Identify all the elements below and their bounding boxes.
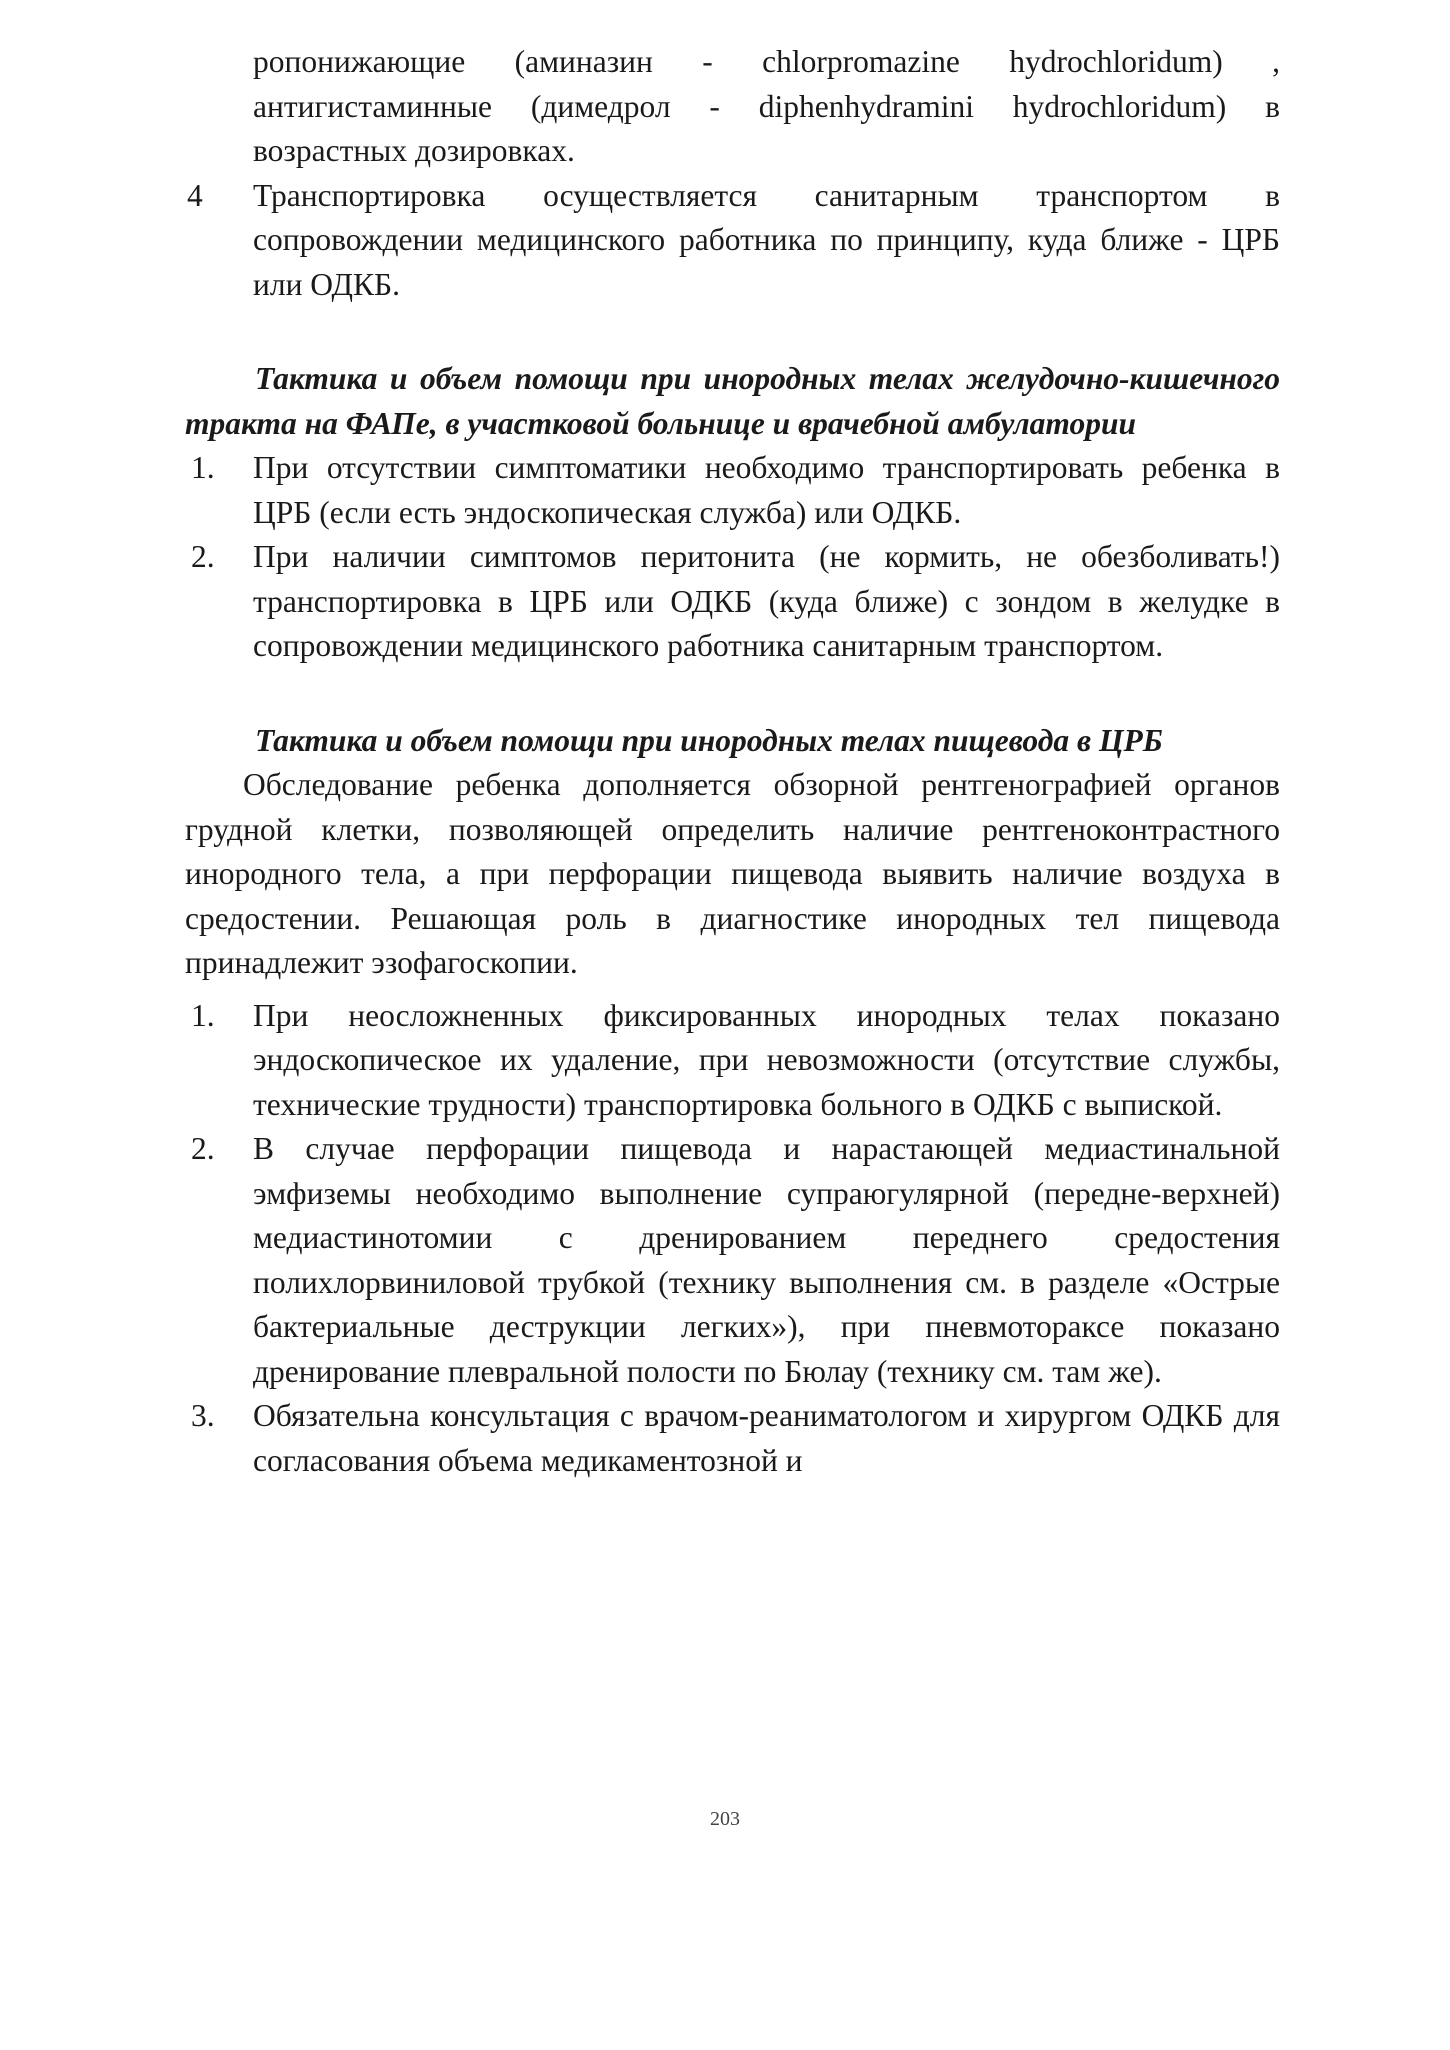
list-item-number: 3. — [191, 1398, 215, 1433]
section-heading-esophagus: Тактика и объем помощи при инородных телах пищевода в ЦРБ — [255, 722, 1163, 758]
list-item-number: 4 — [187, 177, 203, 213]
list-item — [185, 1394, 1280, 1483]
list-item-number: 1. — [191, 450, 215, 485]
list-item-text: Транспортировка осуществляется санитарным транспортом в сопровождении медицинского работника по принципу, куда ближе - ЦРБ или ОДКБ. — [253, 177, 1280, 302]
list-item — [185, 446, 1280, 535]
list-item-text: При отсутствии симптоматики необходимо транспортировать ребенка в ЦРБ (если есть эндоскопическая служба) или ОДКБ. — [253, 450, 1280, 530]
body-paragraph: Обследование ребенка дополняется обзорной рентгенографией органов грудной клетки, позволяющей определить наличие рентгеноконтрастного инородного тела, а при перфорации пищевода выявить наличие воздуха в средостении. Решающая роль в диагностике инородных тел пищевода принадлежит эзофагоскопии. — [185, 767, 1280, 980]
page-body — [185, 40, 1280, 1483]
page-number: 203 — [710, 1808, 740, 1830]
list-item-text: В случае перфорации пищевода и нарастающей медиастинальной эмфиземы необходимо выполнение супраюгулярной (передне-верхней) медиастинотомии с дренированием переднего средостения полихлорвиниловой трубкой (технику выполнения см. в разделе «Острые бактериальные деструкции легких»), при пневмотораксе показано дренирование плевральной полости по Бюлау (технику см. там же). — [253, 1131, 1280, 1389]
continuation-paragraph: ропонижающие (аминазин - chlorpromazine hydrochloridum) , антигистаминные (димедрол - diphenhydramini hydrochloridum) в возрастных дозировках. — [253, 44, 1280, 168]
list-item — [185, 994, 1280, 1128]
list-item-4 — [185, 174, 1280, 308]
list-item-number: 2. — [191, 539, 215, 574]
list-item-text: При наличии симптомов перитонита (не кормить, не обезболивать!) транспортировка в ЦРБ или ОДКБ (куда ближе) с зондом в желудке в сопровождении медицинского работника санитарным транспортом. — [253, 539, 1280, 663]
list-item-text: Обязательна консультация с врачом-реаниматологом и хирургом ОДКБ для согласования объема медикаментозной и — [253, 1398, 1280, 1478]
list-item — [185, 1127, 1280, 1394]
section-heading-gi-tract: Тактика и объем помощи при инородных телах желудочно-кишечного тракта на ФАПе, в участковой больнице и врачебной амбулатории — [185, 361, 1280, 441]
list-item-text: При неосложненных фиксированных инородных телах показано эндоскопическое их удаление, при невозможности (отсутствие службы, технические трудности) транспортировка больного в ОДКБ с выпиской. — [253, 997, 1280, 1122]
list-item-number: 1. — [191, 997, 215, 1033]
list-item — [185, 535, 1280, 669]
list-item-number: 2. — [191, 1131, 215, 1166]
